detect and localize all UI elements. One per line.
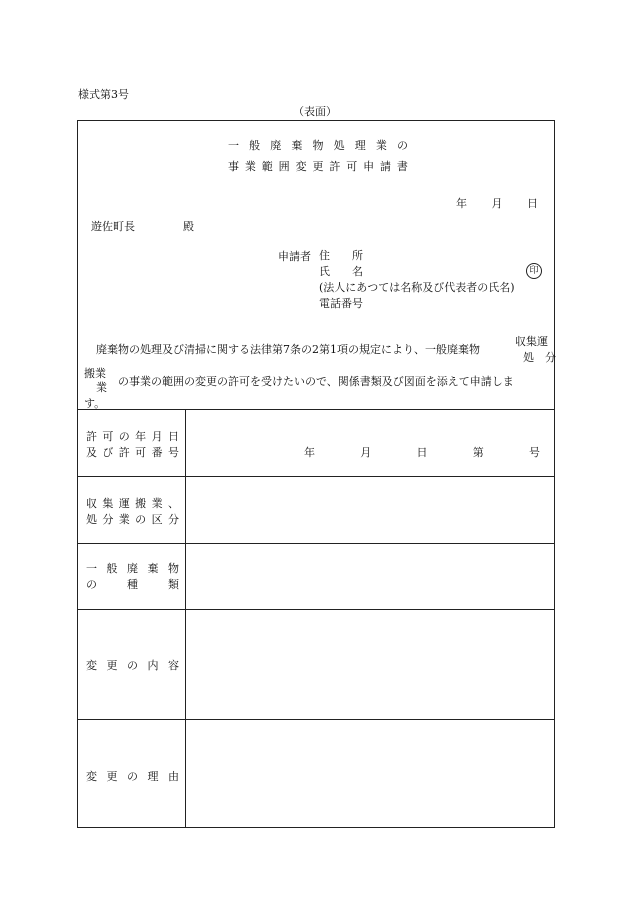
title-line-1: 一 般 廃 棄 物 処 理 業 の xyxy=(228,139,408,152)
label-permit-date-number: 許 可 の 年 月 日 及 び 許 可 番 号 xyxy=(86,430,179,459)
bracket-top: 収集運 xyxy=(515,335,548,348)
addressee-honorific: 殿 xyxy=(183,220,194,233)
phone-label: 電話番号 xyxy=(319,297,363,310)
addressee-name: 遊佐町長 xyxy=(91,220,135,233)
application-form xyxy=(77,120,555,828)
bracket-bottom: 処 分 xyxy=(523,351,556,364)
corporate-note: (法人にあつては名称及び代表者の氏名) xyxy=(319,281,515,294)
body-line-3: す。 xyxy=(84,397,106,410)
address-label: 住 所 xyxy=(319,249,363,262)
label-change-reason: 変 更 の 理 由 xyxy=(86,770,179,783)
row-divider xyxy=(78,609,554,610)
body-line-1: 廃棄物の処理及び清掃に関する法律第7条の2第1項の規定により、一般廃棄物 xyxy=(96,343,480,356)
name-label: 氏 名 xyxy=(319,265,363,278)
column-divider xyxy=(185,409,186,827)
row-divider xyxy=(78,719,554,720)
left-bottom: 業 xyxy=(96,381,107,394)
label-change-content: 変 更 の 内 容 xyxy=(86,659,179,672)
side-label: （表面） xyxy=(293,105,337,118)
application-date: 年 月 日 xyxy=(456,197,538,210)
row-divider xyxy=(78,409,554,410)
title-line-2: 事 業 範 囲 変 更 許 可 申 請 書 xyxy=(228,160,408,173)
label-waste-type: 一 般 廃 棄 物 の 種 類 xyxy=(86,562,179,591)
seal-icon: 印 xyxy=(526,263,542,279)
applicant-label: 申請者 xyxy=(278,250,311,263)
permit-date-number-value: 年 月 日 第 号 xyxy=(304,446,540,459)
left-top: 搬業 xyxy=(84,367,106,380)
applicant-block xyxy=(278,248,515,312)
addressee xyxy=(91,218,194,234)
body-line-2: の事業の範囲の変更の許可を受けたいので、関係書類及び図面を添えて申請しま xyxy=(118,375,514,388)
row-divider xyxy=(78,543,554,544)
label-business-category: 収 集 運 搬 業 、 処 分 業 の 区 分 xyxy=(86,497,179,526)
row-divider xyxy=(78,476,554,477)
form-number: 様式第3号 xyxy=(78,88,129,101)
